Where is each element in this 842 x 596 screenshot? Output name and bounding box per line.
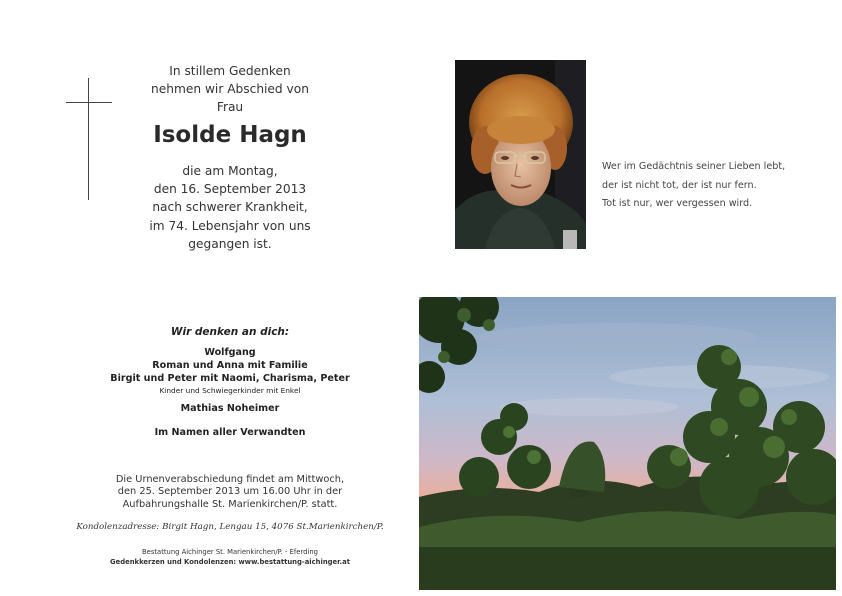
cross-icon: [66, 78, 112, 200]
portrait-photo: [455, 60, 586, 249]
death-line: die am Montag,: [182, 164, 278, 178]
intro-line: nehmen wir Abschied von: [151, 82, 309, 96]
deceased-name: Isolde Hagn: [153, 122, 307, 148]
undertaker-line: Bestattung Aichinger St. Marienkirchen/P. - Eferding: [141, 548, 318, 556]
death-notice: [130, 162, 330, 253]
mourner-name: Birgit und Peter mit Naomi, Charisma, Peter: [110, 373, 350, 384]
ceremony-line: Aufbahrungshalle St. Marienkirchen/P. statt.: [122, 498, 338, 510]
landscape-photo: [419, 297, 836, 590]
intro-text: [130, 62, 330, 116]
mourners-note: Kinder und Schwiegerkinder mit Enkel: [159, 386, 301, 395]
death-line: den 16. September 2013: [153, 182, 307, 197]
intro-line: Frau: [216, 100, 244, 114]
ceremony-info: [80, 474, 380, 511]
ceremony-line: den 25. September 2013 um 16.00 Uhr in der: [117, 486, 343, 498]
quote-line: Tot ist nur, wer vergessen wird.: [602, 198, 753, 209]
undertaker-info: [80, 548, 380, 567]
death-line: im 74. Lebensjahr von uns: [149, 218, 311, 233]
memorial-quote: [602, 158, 822, 214]
mourner-extra: Mathias Noheimer: [180, 403, 280, 414]
mourners-block: [80, 326, 380, 439]
quote-line: der ist nicht tot, der ist nur fern.: [602, 179, 757, 191]
quote-line: Wer im Gedächtnis seiner Lieben lebt,: [602, 161, 786, 172]
mourners-closing: Im Namen aller Verwandten: [154, 427, 306, 438]
intro-line: In stillem Gedenken: [169, 64, 291, 78]
death-line: gegangen ist.: [188, 236, 272, 251]
mourners-title: Wir denken an dich:: [170, 326, 290, 338]
undertaker-website: Gedenkkerzen und Kondolenzen: www.bestattung-aichinger.at: [110, 557, 350, 566]
condolence-address: Kondolenzadresse: Birgit Hagn, Lengau 15, 4076 St.Marienkirchen/P.: [76, 522, 384, 532]
mourner-name: Wolfgang: [204, 347, 256, 358]
death-line: nach schwerer Krankheit,: [152, 200, 308, 215]
ceremony-line: Die Urnenverabschiedung findet am Mittwoch,: [115, 474, 345, 485]
mourner-name: Roman und Anna mit Familie: [152, 360, 308, 371]
